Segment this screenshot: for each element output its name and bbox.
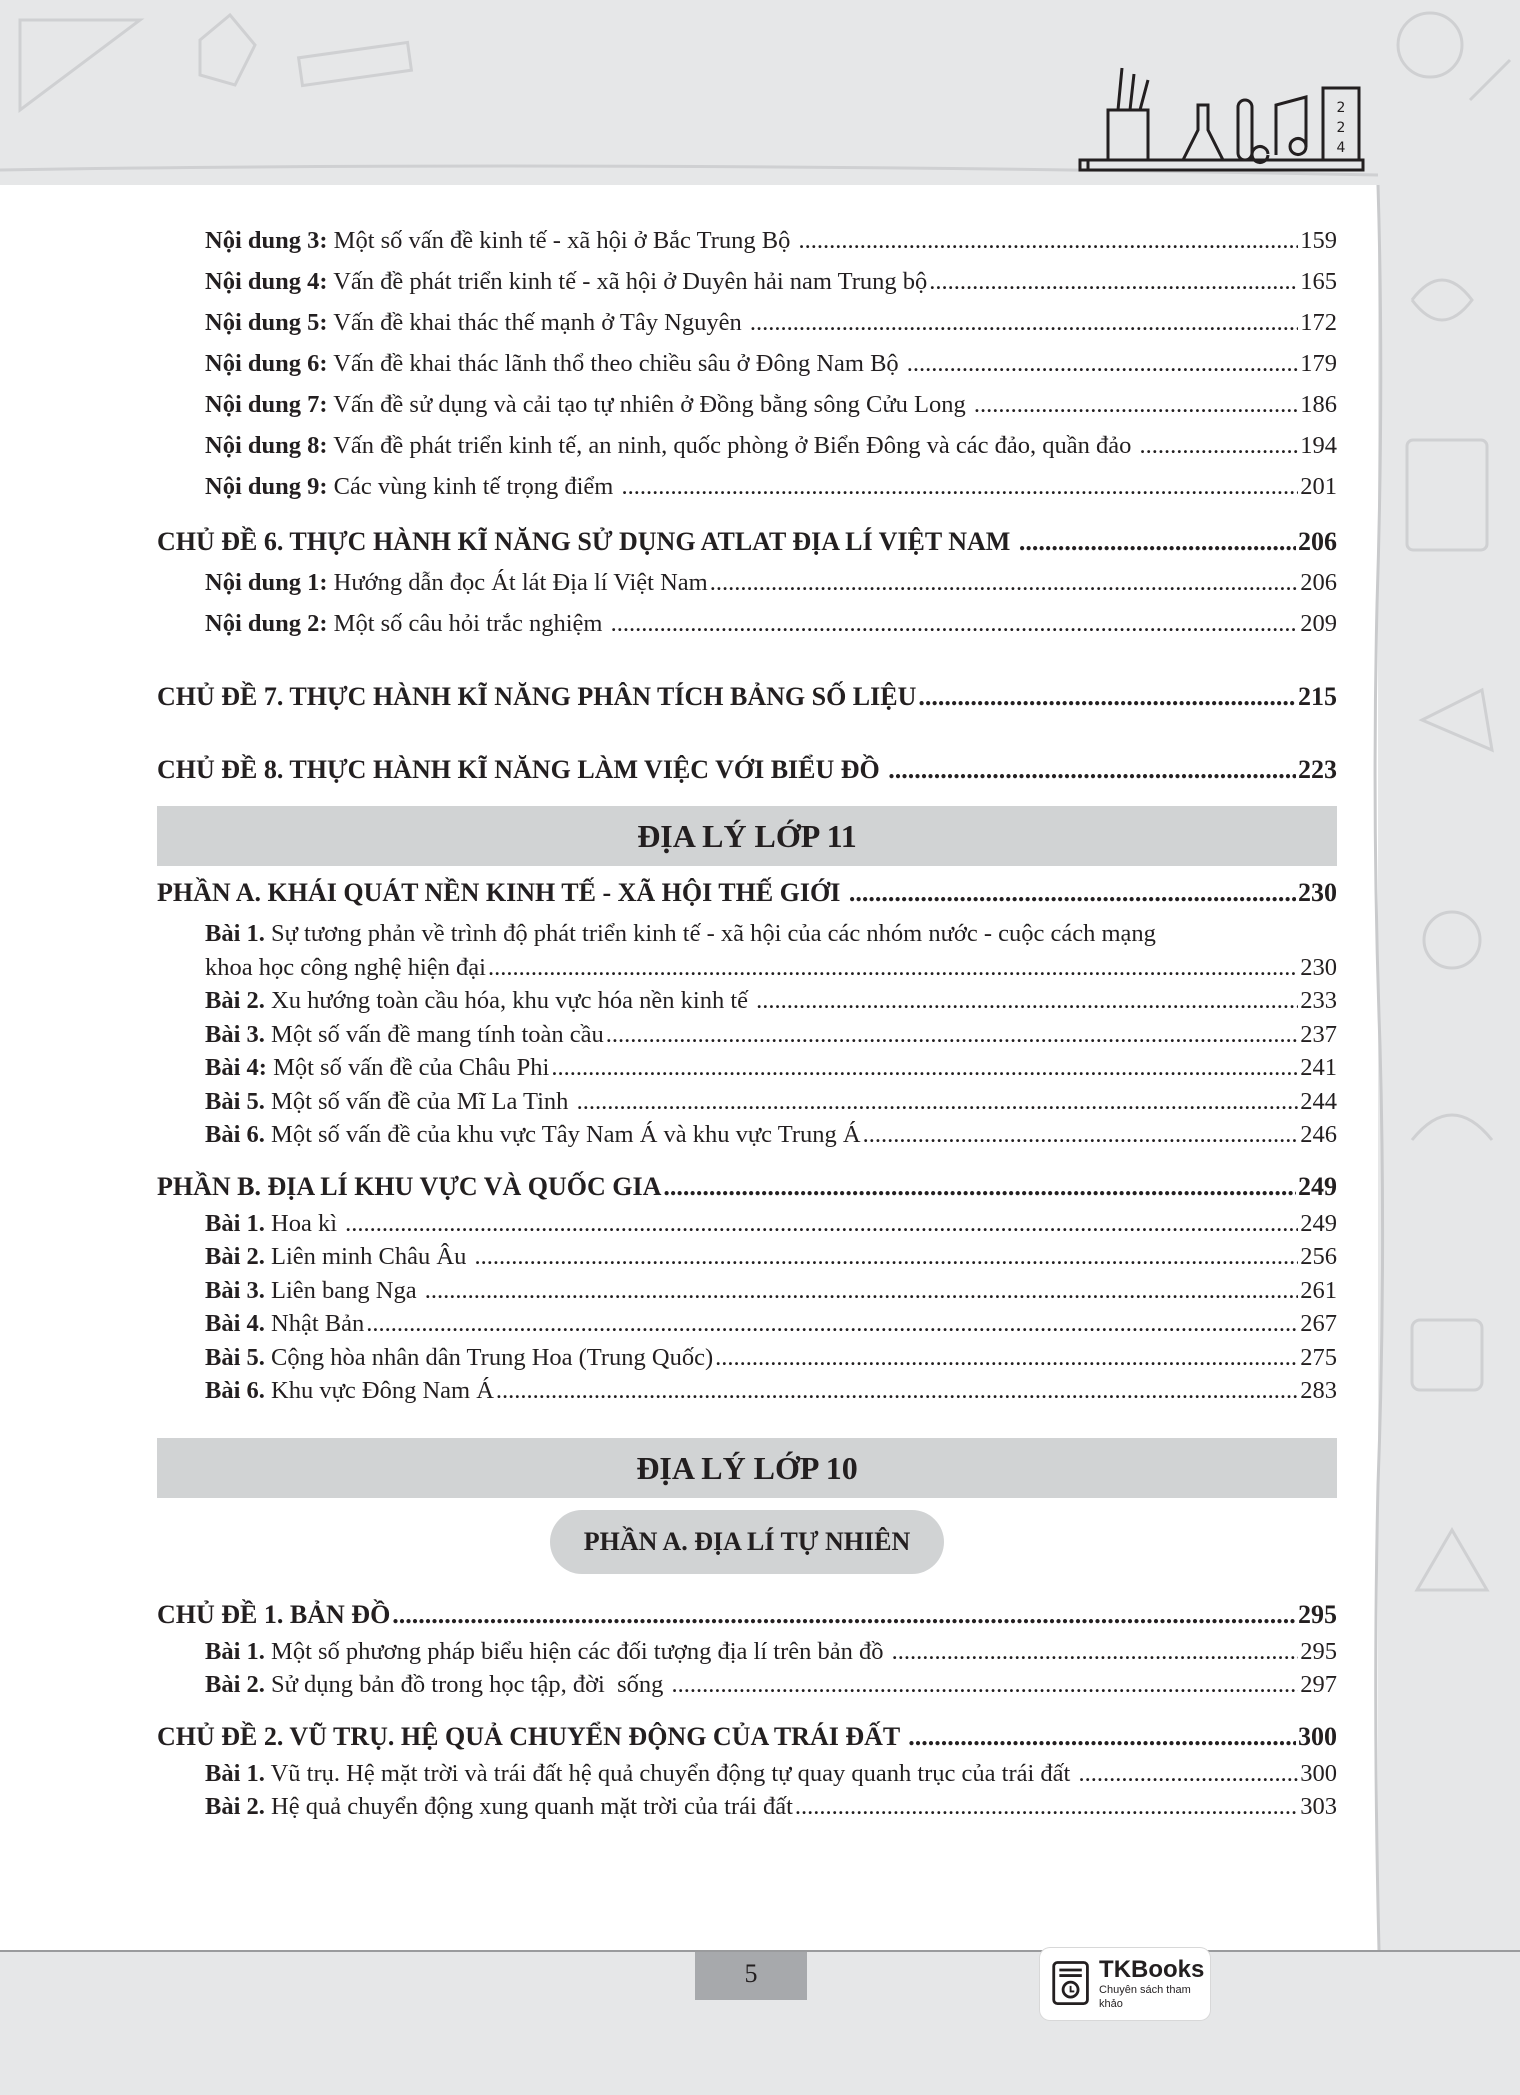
doodle-sidebar-icon bbox=[1392, 240, 1512, 1890]
toc-page-number: 300 bbox=[1298, 1721, 1337, 1751]
toc-page-number: 194 bbox=[1300, 432, 1337, 459]
brand-tagline: Chuyên sách tham khảo bbox=[1099, 1984, 1191, 2010]
svg-text:2: 2 bbox=[1336, 100, 1346, 116]
toc-page-number: 206 bbox=[1298, 527, 1337, 556]
leader-dots bbox=[756, 984, 1298, 1018]
toc-chapter[interactable]: CHỦ ĐỀ 1. BẢN ĐỒ ..... 295 bbox=[157, 1594, 1337, 1635]
toc-entry[interactable]: Bài 6. Khu vực Đông Nam Á ..... 283 bbox=[157, 1374, 1337, 1408]
toc-page-number: 297 bbox=[1300, 1671, 1337, 1698]
svg-text:2: 2 bbox=[1336, 120, 1346, 136]
publisher-logo bbox=[1040, 1948, 1210, 2020]
leader-dots bbox=[672, 1668, 1299, 1702]
leader-dots bbox=[366, 1307, 1298, 1341]
toc-page-number: 223 bbox=[1298, 755, 1337, 784]
toc-page-number: 165 bbox=[1300, 268, 1337, 295]
toc-entry[interactable]: Bài 1. Vũ trụ. Hệ mặt trời và trái đất hệ quả chuyển động tự quay quanh trục của trái đất ..... 300 bbox=[157, 1757, 1337, 1791]
toc-entry[interactable]: Nội dung 5: Vấn đề khai thác thế mạnh ở Tây Nguyên ..... 172 bbox=[157, 302, 1337, 343]
leader-dots bbox=[577, 1085, 1299, 1119]
toc-chapter[interactable]: CHỦ ĐỀ 6. THỰC HÀNH KĨ NĂNG SỬ DỤNG ATLAT ĐỊA LÍ VIỆT NAM ..... 206 bbox=[157, 521, 1337, 562]
toc-page-number: 261 bbox=[1300, 1276, 1337, 1304]
toc-entry[interactable]: khoa học công nghệ hiện đại ..... 230 bbox=[157, 951, 1337, 985]
toc-entry[interactable]: Nội dung 9: Các vùng kinh tế trọng điểm ..... 201 bbox=[157, 466, 1337, 507]
toc-page-number: 244 bbox=[1300, 1087, 1337, 1115]
leader-dots bbox=[710, 562, 1299, 603]
table-of-contents bbox=[157, 220, 1337, 1824]
leader-dots bbox=[892, 1635, 1299, 1669]
toc-entry[interactable]: Bài 6. Một số vấn đề của khu vực Tây Nam Á và khu vực Trung Á ..... 246 bbox=[157, 1118, 1337, 1152]
toc-page-number: 215 bbox=[1298, 682, 1337, 711]
toc-page-number: 256 bbox=[1300, 1243, 1337, 1270]
toc-page-number: 206 bbox=[1300, 569, 1337, 596]
toc-page-number: 249 bbox=[1300, 1209, 1337, 1237]
toc-page-number: 179 bbox=[1300, 350, 1337, 377]
section-banner: ĐỊA LÝ LỚP 11 bbox=[157, 806, 1337, 866]
toc-entry[interactable]: Nội dung 7: Vấn đề sử dụng và cải tạo tự nhiên ở Đồng bằng sông Cửu Long ..... 186 bbox=[157, 384, 1337, 425]
toc-page-number: 186 bbox=[1300, 391, 1337, 418]
toc-entry[interactable]: Nội dung 6: Vấn đề khai thác lãnh thổ theo chiều sâu ở Đông Nam Bộ ..... 179 bbox=[157, 343, 1337, 384]
leader-dots bbox=[425, 1274, 1299, 1308]
toc-page-number: 230 bbox=[1300, 953, 1337, 981]
toc-page-number: 172 bbox=[1300, 309, 1337, 336]
book-logo-icon bbox=[1050, 1959, 1093, 2009]
toc-entry[interactable]: Nội dung 2: Một số câu hỏi trắc nghiệm ..... 209 bbox=[157, 603, 1337, 644]
toc-entry[interactable]: Bài 3. Liên bang Nga ..... 261 bbox=[157, 1274, 1337, 1308]
leader-dots bbox=[606, 1018, 1298, 1052]
toc-page-number: 241 bbox=[1300, 1054, 1337, 1081]
toc-page-number: 246 bbox=[1300, 1121, 1337, 1148]
toc-entry[interactable]: Bài 4. Nhật Bản ..... 267 bbox=[157, 1307, 1337, 1341]
toc-entry[interactable]: Bài 5. Một số vấn đề của Mĩ La Tinh ..... 244 bbox=[157, 1085, 1337, 1119]
section-banner: ĐỊA LÝ LỚP 10 bbox=[157, 1438, 1337, 1498]
leader-dots bbox=[1139, 425, 1298, 466]
leader-dots bbox=[750, 302, 1298, 343]
toc-entry[interactable]: Nội dung 3: Một số vấn đề kinh tế - xã hội ở Bắc Trung Bộ ..... 159 bbox=[157, 220, 1337, 261]
toc-page-number: 275 bbox=[1300, 1343, 1337, 1371]
leader-dots bbox=[907, 343, 1298, 384]
leader-dots bbox=[929, 261, 1298, 302]
leader-dots bbox=[611, 603, 1299, 644]
leader-dots bbox=[1078, 1757, 1298, 1791]
leader-dots bbox=[974, 384, 1298, 425]
part-label: PHẦN A. ĐỊA LÍ TỰ NHIÊN bbox=[550, 1510, 945, 1574]
toc-entry[interactable]: Nội dung 1: Hướng dẫn đọc Át lát Địa lí Việt Nam ..... 206 bbox=[157, 562, 1337, 603]
stationery-shelf-icon bbox=[1078, 60, 1368, 175]
toc-entry[interactable]: Nội dung 4: Vấn đề phát triển kinh tế - xã hội ở Duyên hải nam Trung bộ ..... 165 bbox=[157, 261, 1337, 302]
leader-dots bbox=[496, 1374, 1298, 1408]
leader-dots bbox=[551, 1051, 1298, 1085]
toc-entry[interactable]: Bài 2. Liên minh Châu Âu ..... 256 bbox=[157, 1240, 1337, 1274]
toc-entry[interactable]: Bài 4: Một số vấn đề của Châu Phi ..... 241 bbox=[157, 1051, 1337, 1085]
toc-page-number: 237 bbox=[1300, 1020, 1337, 1048]
toc-page-number: 201 bbox=[1300, 473, 1337, 500]
svg-text:4: 4 bbox=[1336, 140, 1346, 156]
leader-dots bbox=[621, 466, 1298, 507]
toc-page-number: 249 bbox=[1298, 1171, 1337, 1201]
torn-edge-icon bbox=[1372, 185, 1386, 1950]
toc-page-number: 159 bbox=[1300, 227, 1337, 254]
toc-entry[interactable]: Bài 2. Hệ quả chuyển động xung quanh mặt trời của trái đất ..... 303 bbox=[157, 1790, 1337, 1824]
toc-page-number: 230 bbox=[1298, 878, 1337, 907]
toc-chapter[interactable]: PHẦN B. ĐỊA LÍ KHU VỰC VÀ QUỐC GIA ..... 249 bbox=[157, 1166, 1337, 1207]
toc-page-number: 295 bbox=[1300, 1637, 1337, 1665]
toc-chapter[interactable]: PHẦN A. KHÁI QUÁT NỀN KINH TẾ - XÃ HỘI THẾ GIỚI ..... 230 bbox=[157, 872, 1337, 913]
toc-entry[interactable]: Bài 1. Một số phương pháp biểu hiện các đối tượng địa lí trên bản đồ ..... 295 bbox=[157, 1635, 1337, 1669]
leader-dots bbox=[474, 1240, 1298, 1274]
toc-page-number: 209 bbox=[1300, 610, 1337, 637]
toc-entry[interactable]: Bài 3. Một số vấn đề mang tính toàn cầu ..... 237 bbox=[157, 1018, 1337, 1052]
toc-chapter[interactable]: CHỦ ĐỀ 7. THỰC HÀNH KĨ NĂNG PHÂN TÍCH BẢNG SỐ LIỆU ..... 215 bbox=[157, 676, 1337, 717]
leader-dots bbox=[863, 1118, 1299, 1152]
toc-entry[interactable]: Bài 1. Hoa kì ..... 249 bbox=[157, 1207, 1337, 1241]
toc-entry[interactable]: Nội dung 8: Vấn đề phát triển kinh tế, an ninh, quốc phòng ở Biển Đông và các đảo, quần đảo ..... 194 bbox=[157, 425, 1337, 466]
toc-entry[interactable]: Bài 2. Xu hướng toàn cầu hóa, khu vực hóa nền kinh tế ..... 233 bbox=[157, 984, 1337, 1018]
page-number: 5 bbox=[695, 1952, 807, 2000]
toc-page-number: 233 bbox=[1300, 987, 1337, 1014]
toc-entry[interactable]: Bài 5. Cộng hòa nhân dân Trung Hoa (Trung Quốc) ..... 275 bbox=[157, 1341, 1337, 1375]
leader-dots bbox=[798, 220, 1298, 261]
toc-entry[interactable]: Bài 2. Sử dụng bản đồ trong học tập, đời sống ..... 297 bbox=[157, 1668, 1337, 1702]
toc-entry[interactable]: Bài 1. Sự tương phản về trình độ phát triển kinh tế - xã hội của các nhóm nước - cuộc cách mạng bbox=[205, 920, 1156, 947]
toc-page-number: 283 bbox=[1300, 1377, 1337, 1404]
toc-page-number: 300 bbox=[1300, 1759, 1337, 1787]
toc-page-number: 267 bbox=[1300, 1310, 1337, 1337]
toc-chapter[interactable]: CHỦ ĐỀ 8. THỰC HÀNH KĨ NĂNG LÀM VIỆC VỚI BIỂU ĐỒ ..... 223 bbox=[157, 749, 1337, 790]
leader-dots bbox=[345, 1207, 1298, 1241]
brand-name: TKBooks bbox=[1099, 1956, 1205, 1983]
toc-page-number: 303 bbox=[1300, 1793, 1337, 1820]
toc-chapter[interactable]: CHỦ ĐỀ 2. VŨ TRỤ. HỆ QUẢ CHUYỂN ĐỘNG CỦA TRÁI ĐẤT ..... 300 bbox=[157, 1716, 1337, 1757]
toc-page-number: 295 bbox=[1298, 1599, 1337, 1629]
leader-dots bbox=[715, 1341, 1298, 1375]
leader-dots bbox=[795, 1790, 1298, 1824]
